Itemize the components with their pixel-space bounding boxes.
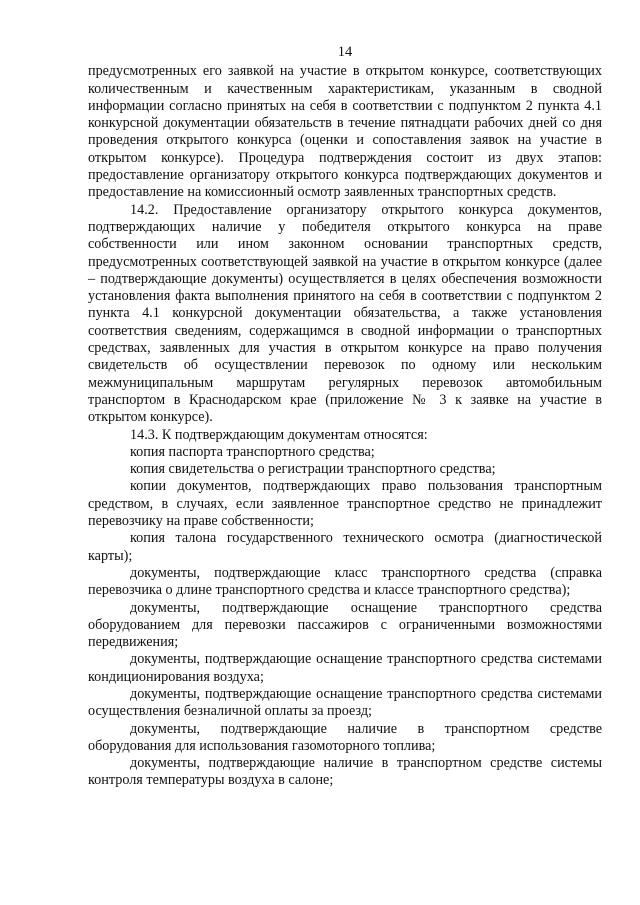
paragraph: 14.2. Предоставление организатору открытого конкурса документов, подтверждающих наличие у победителя открытого конкурса на праве собственности или ином законном основании транспортных средств, предусмотренных соответствующей заявкой на участие в открытом конкурсе (далее – подтверждающие документы) осуществляется в целях обеспечения возможности установления факта выполнения принятого на себя в соответствии с подпунктом 2 пункта 4.1 конкурсной документации обязательства, а также установления соответствия сведениям, содержащимся в сводной информации о транспортных средствах, заявленных для участия в открытом конкурсе на право получения свидетельств об осуществлении перевозок по одному или нескольким межмуниципальным маршрутам регулярных перевозок автомобильным транспортом в Краснодарском крае (приложение № 3 к заявке на участие в открытом конкурсе). <box>88 201 602 426</box>
page-number: 14 <box>337 44 353 60</box>
document-page <box>88 44 602 790</box>
paragraph: документы, подтверждающие оснащение транспортного средства системами кондиционирования воздуха; <box>88 651 602 685</box>
paragraph: документы, подтверждающие оснащение транспортного средства оборудованием для перевозки пассажиров с ограниченными возможностями передвижения; <box>88 599 602 651</box>
document-body <box>88 63 602 789</box>
paragraph: 14.3. К подтверждающим документам относятся: <box>130 426 428 443</box>
paragraph: копии документов, подтверждающих право пользования транспортным средством, в случаях, если заявленное транспортное средство не принадлежит перевозчику на праве собственности; <box>88 478 602 530</box>
paragraph: копия свидетельства о регистрации транспортного средства; <box>130 461 496 478</box>
paragraph: копия паспорта транспортного средства; <box>130 443 375 460</box>
paragraph: документы, подтверждающие наличие в транспортном средстве системы контроля температуры воздуха в салоне; <box>88 755 602 789</box>
paragraph: документы, подтверждающие наличие в транспортном средстве оборудования для использования газомоторного топлива; <box>88 720 602 754</box>
paragraph: документы, подтверждающие оснащение транспортного средства системами осуществления безналичной оплаты за проезд; <box>88 685 602 720</box>
paragraph: предусмотренных его заявкой на участие в открытом конкурсе, соответствующих количественным и качественным характеристикам, указанным в сводной информации согласно принятых на себя в соответствии с подпунктом 2 пункта 4.1 конкурсной документации обязательств в течение пятнадцати рабочих дней со дня проведения открытого конкурса (оценки и сопоставления заявок на участие в открытом конкурсе). Процедура подтверждения состоит из двух этапов: предоставление организатору открытого конкурса подтверждающих документов и предоставление на комиссионный осмотр заявленных транспортных средств. <box>88 63 602 201</box>
paragraph: документы, подтверждающие класс транспортного средства (справка перевозчика о длине транспортного средства и классе транспортного средства); <box>88 564 602 599</box>
paragraph: копия талона государственного технического осмотра (диагностической карты); <box>88 530 602 564</box>
